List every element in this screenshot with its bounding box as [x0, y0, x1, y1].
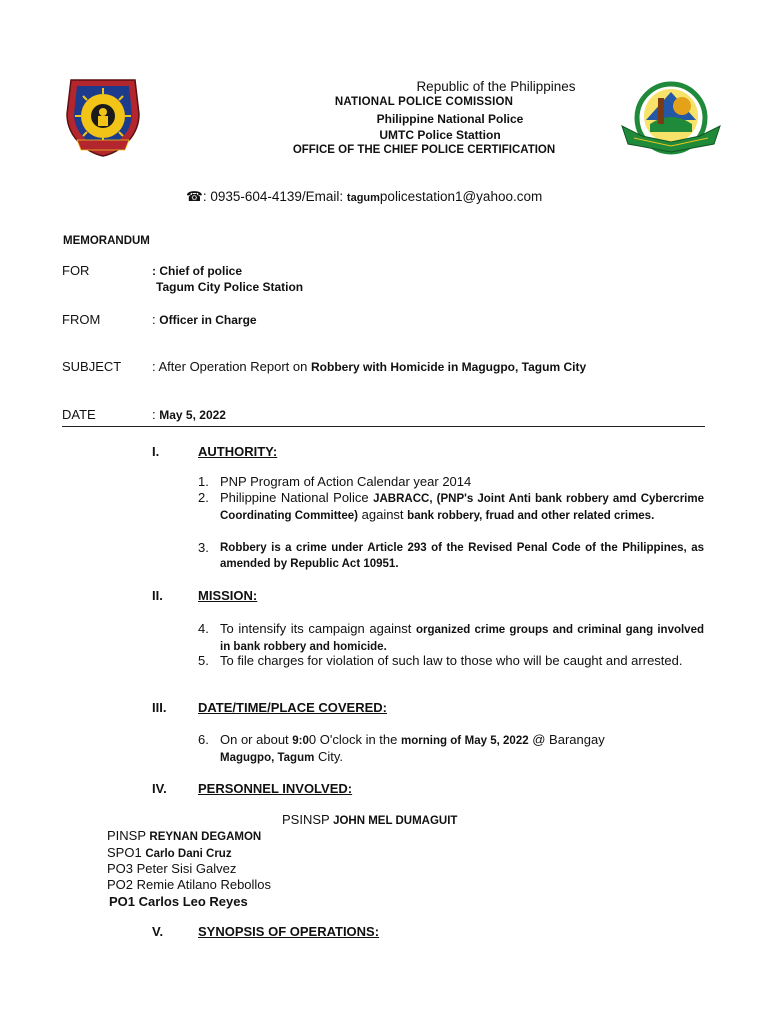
list-item-5-text: To file charges for violation of such law to those who will be caught and arrested.: [220, 653, 683, 668]
personnel-1: PINSP REYNAN DEGAMON: [107, 828, 262, 843]
subject-prefix: : After Operation Report on: [152, 359, 308, 374]
contact-email-prefix: tagum: [346, 192, 380, 204]
subject-value: [152, 359, 586, 374]
list-item-3-number: 3.: [198, 540, 209, 555]
section-5-title: SYNOPSIS OF OPERATIONS:: [198, 924, 380, 939]
from-colon: :: [152, 312, 156, 327]
for-label: FOR: [62, 263, 90, 278]
section-2-title: MISSION:: [198, 588, 258, 603]
date-value: [152, 407, 226, 422]
list-item-1: [198, 474, 704, 490]
section-1-title: AUTHORITY:: [198, 444, 278, 459]
from-value: [152, 312, 257, 327]
list-item-4-number: 4.: [198, 621, 209, 636]
personnel-lead: [282, 812, 457, 827]
section-4-title: PERSONNEL INVOLVED:: [198, 781, 353, 796]
contact-line: [186, 189, 542, 205]
for-value-2: Tagum City Police Station: [156, 280, 304, 294]
section-4-number: IV.: [152, 781, 167, 796]
list-item-2-number: 2.: [198, 490, 209, 505]
header-divider: [62, 426, 705, 427]
list-item-2-text: Philippine National Police JABRACC, (PNP's Joint Anti bank robbery amd Cybercrime Coordinating Committee) against bank robbery, fruad and other related crimes.: [220, 490, 704, 522]
personnel-2: SPO1 Carlo Dani Cruz: [107, 845, 232, 860]
header-commission: NATIONAL POLICE COMISSION: [334, 96, 514, 108]
section-3-number: III.: [152, 700, 167, 715]
list-item-3-text: Robbery is a crime under Article 293 of the Revised Penal Code of the Philippines, as amended by Republic Act 10951.: [220, 542, 704, 570]
date-colon: :: [152, 407, 156, 422]
section-3-title: DATE/TIME/PLACE COVERED:: [198, 700, 387, 715]
contact-phone: : 0935-604-4139/Email:: [202, 189, 347, 204]
list-item-1-number: 1.: [198, 474, 209, 489]
memo-heading: MEMORANDUM: [63, 235, 150, 247]
list-item-3: [198, 540, 704, 572]
personnel-lead-rank: PSINSP: [282, 812, 330, 827]
list-item-4: [198, 621, 704, 655]
list-item-2: [198, 490, 704, 524]
header-pnp: Philippine National Police: [376, 112, 524, 126]
list-item-6: [198, 732, 704, 766]
phone-icon: ☎: [186, 189, 203, 204]
list-item-4-text: To intensify its campaign against organized crime groups and criminal gang involved in bank robbery and homicide.: [220, 621, 704, 653]
contact-email[interactable]: policestation1@yahoo.com: [379, 189, 543, 204]
section-1-number: I.: [152, 444, 160, 459]
header-republic: Republic of the Philippines: [416, 79, 576, 94]
header-office: OFFICE OF THE CHIEF POLICE CERTIFICATION: [292, 144, 556, 156]
header-station: UMTC Police Stattion: [379, 128, 501, 142]
personnel-4: PO2 Remie Atilano Rebollos: [107, 877, 272, 892]
section-2-number: II.: [152, 588, 163, 603]
list-item-6-number: 6.: [198, 732, 209, 747]
date-label: DATE: [62, 407, 96, 422]
list-item-5-number: 5.: [198, 653, 209, 668]
for-value-1: : Chief of police: [152, 264, 242, 278]
list-item-5: [198, 653, 704, 669]
from-label: FROM: [62, 312, 101, 327]
list-item-6-text: On or about 9:00 O'clock in the morning of May 5, 2022 @ Barangay Magugpo, Tagum City.: [220, 732, 605, 764]
from-officer: Officer in Charge: [159, 313, 257, 327]
personnel-lead-name: JOHN MEL DUMAGUIT: [333, 815, 458, 827]
personnel-3: PO3 Peter Sisi Galvez: [107, 861, 237, 876]
personnel-5: PO1 Carlos Leo Reyes: [109, 894, 248, 909]
subject-text: Robbery with Homicide in Magugpo, Tagum City: [311, 360, 587, 374]
section-5-number: V.: [152, 924, 164, 939]
date-text: May 5, 2022: [159, 408, 226, 422]
list-item-1-text: PNP Program of Action Calendar year 2014: [220, 474, 472, 489]
subject-label: SUBJECT: [62, 359, 122, 374]
